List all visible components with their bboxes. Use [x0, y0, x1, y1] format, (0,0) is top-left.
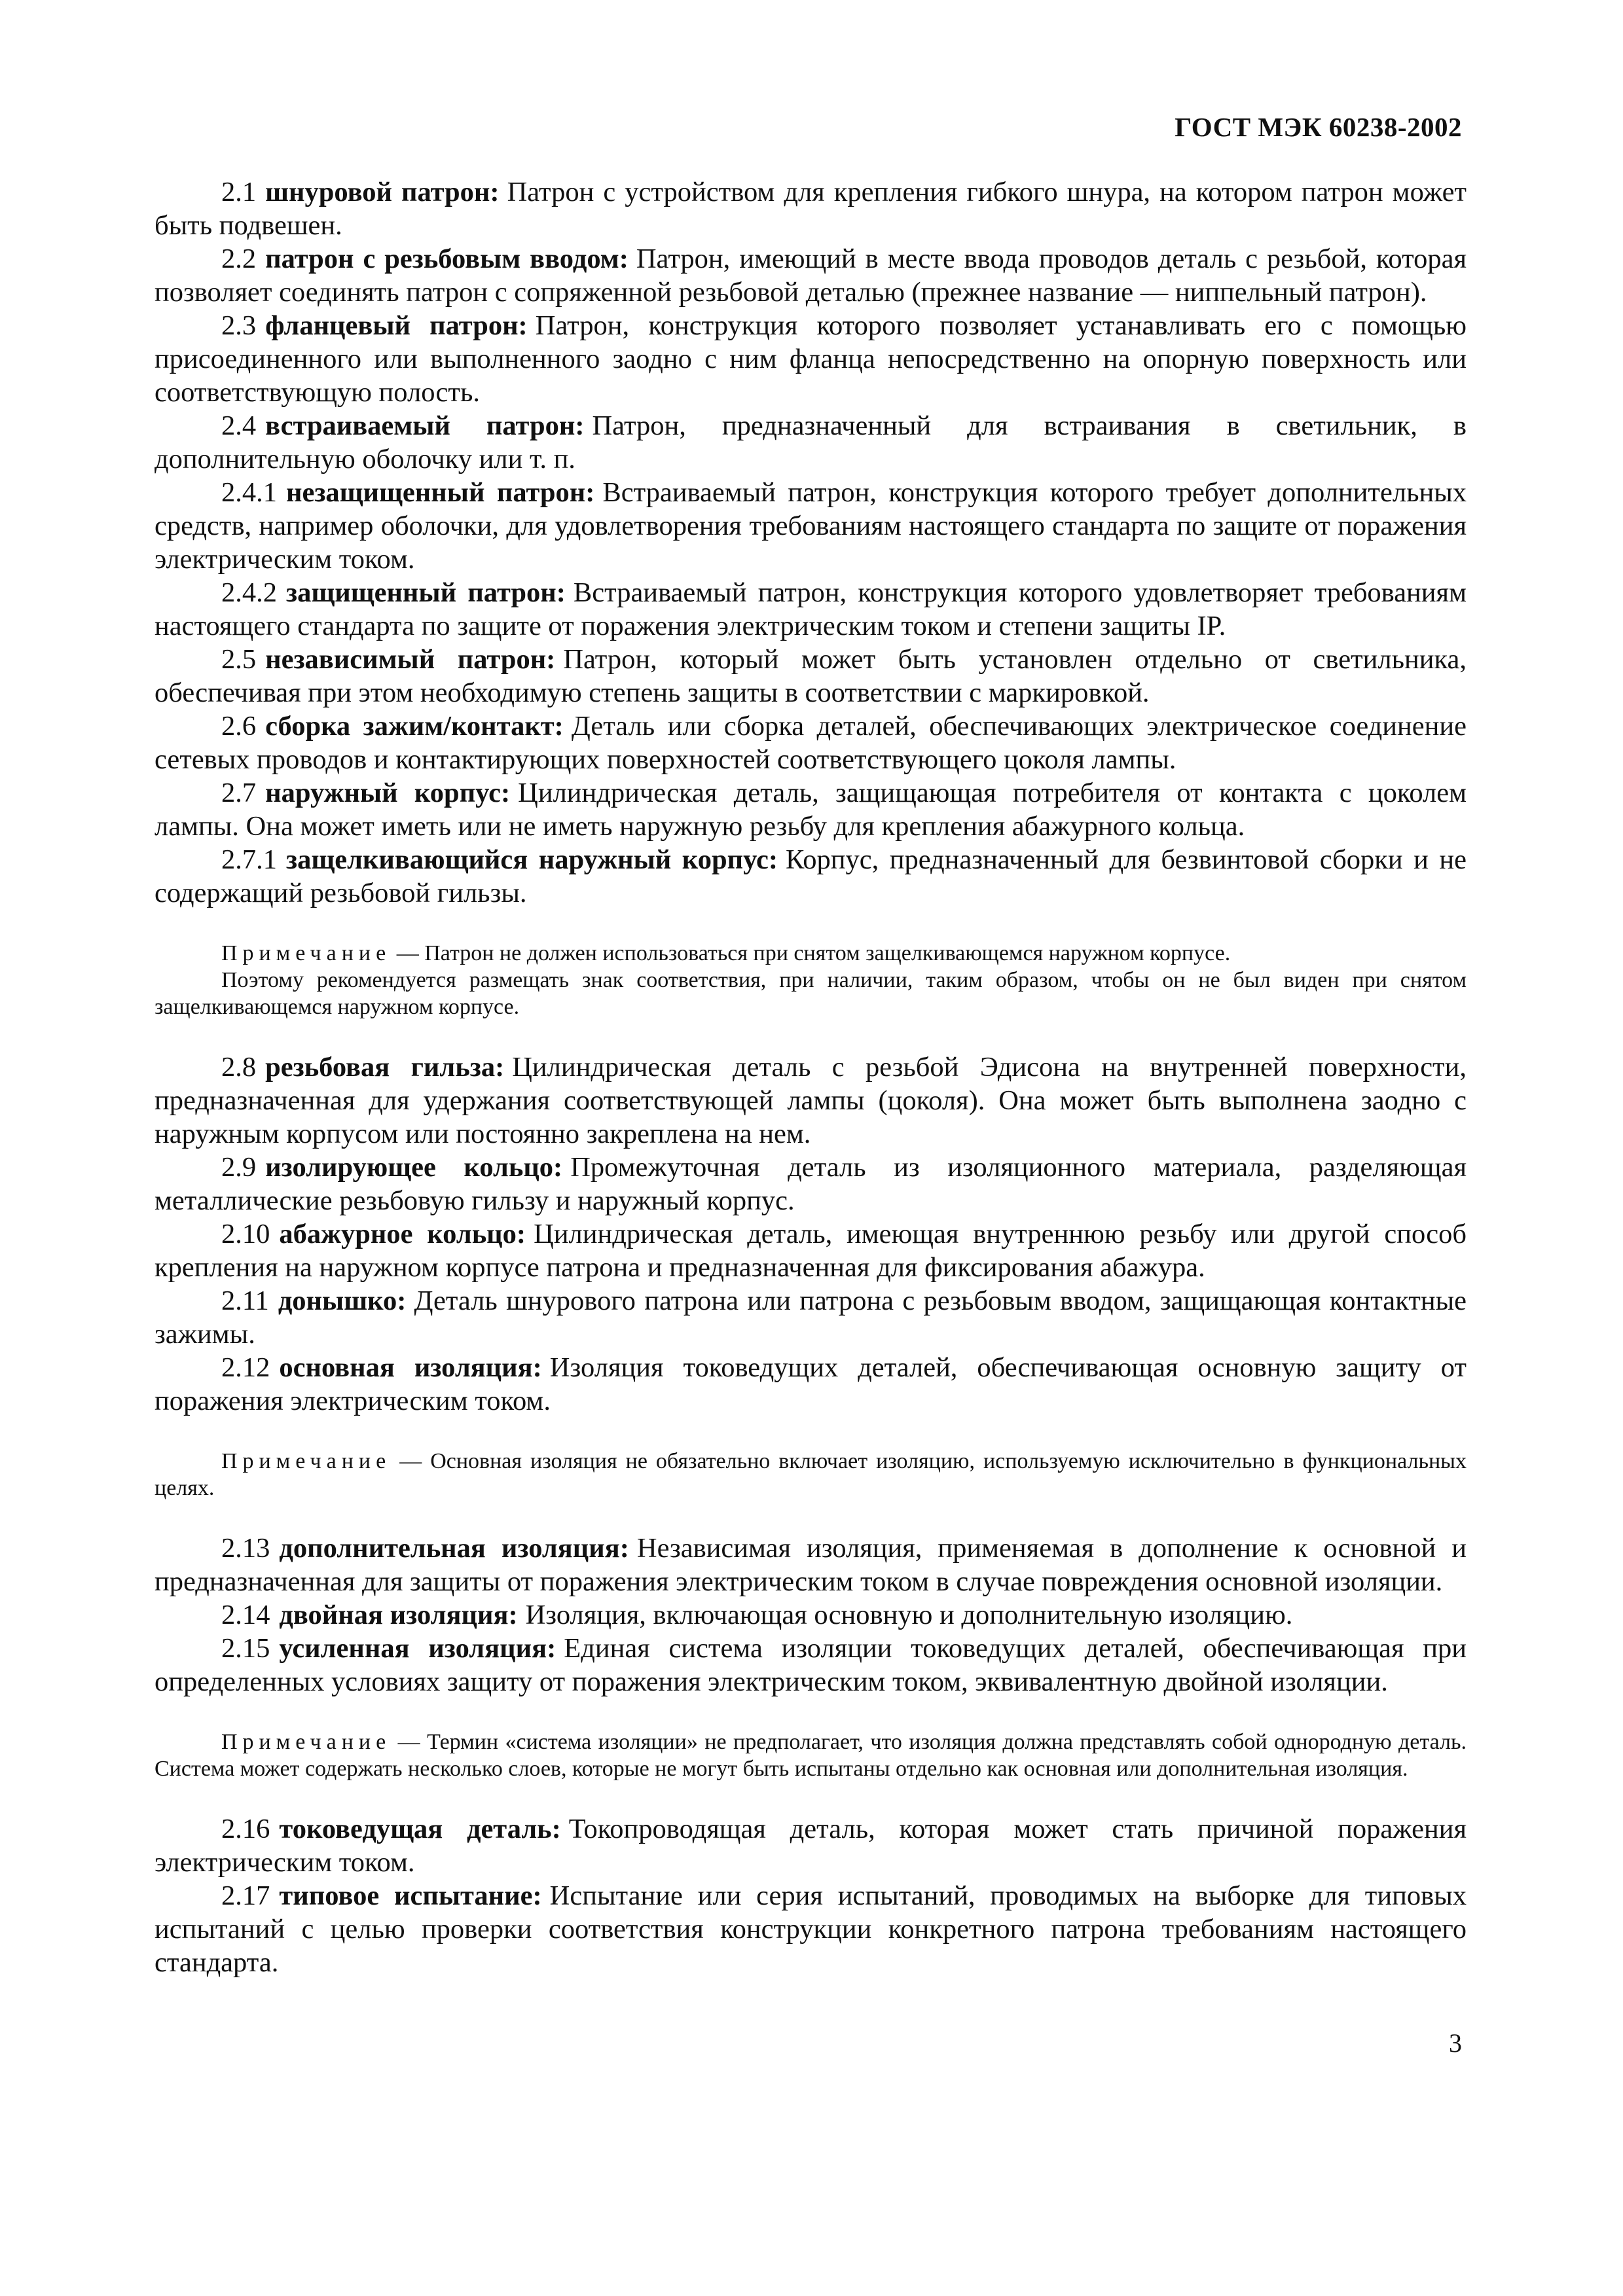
definition-text: Промежуточная деталь из изоляционного материала, разделяющая металлические резьбовую гильзу и наружный корпус.	[155, 1152, 1467, 1216]
definition-paragraph	[155, 709, 1467, 776]
defined-term: донышко:	[278, 1285, 407, 1316]
note-label: Примечание	[221, 1730, 392, 1754]
definition-text: Цилиндрическая деталь, имеющая внутреннюю резьбу или другой способ крепления на наружном корпусе патрона и предназначенная для фиксирования абажура.	[155, 1219, 1467, 1283]
defined-term: абажурное кольцо:	[279, 1219, 526, 1249]
clause-number: 2.5	[221, 644, 257, 675]
defined-term: защищенный патрон:	[286, 577, 566, 608]
definition-paragraph	[155, 1351, 1467, 1418]
clause-number: 2.7	[221, 778, 257, 808]
clause-number: 2.6	[221, 711, 257, 742]
defined-term: шнуровой патрон:	[265, 177, 500, 207]
note-label: Примечание	[221, 941, 392, 965]
note-text: — Термин «система изоляции» не предполагает, что изоляция должна представлять собой однородную деталь. Система может содержать несколько слоев, которые не могут быть испытаны отдельно как основная или дополнительная изоляция.	[155, 1730, 1467, 1781]
clause-number: 2.1	[221, 177, 257, 207]
note-text: — Патрон не должен использоваться при снятом защелкивающемся наружном корпусе.	[391, 941, 1231, 965]
defined-term: сборка зажим/контакт:	[265, 711, 564, 742]
definition-paragraph	[155, 776, 1467, 843]
definition-text: Патрон с устройством для крепления гибкого шнура, на котором патрон может быть подвешен.	[155, 177, 1467, 241]
definition-text: Цилиндрическая деталь, защищающая потребителя от контакта с цоколем лампы. Она может иметь или не иметь наружную резьбу для крепления абажурного кольца.	[155, 778, 1467, 842]
definition-paragraph	[155, 1217, 1467, 1284]
definition-text: Патрон, предназначенный для встраивания в светильник, в дополнительную оболочку или т. п.	[155, 410, 1467, 475]
defined-term: изолирующее кольцо:	[265, 1152, 563, 1183]
defined-term: токоведущая деталь:	[279, 1814, 561, 1844]
clause-number: 2.17	[221, 1880, 270, 1911]
definition-text: Деталь или сборка деталей, обеспечивающих электрическое соединение сетевых проводов и контактирующих поверхностей соответствующего цоколя лампы.	[155, 711, 1467, 775]
definition-paragraph	[155, 1050, 1467, 1151]
defined-term: дополнительная изоляция:	[279, 1533, 629, 1564]
clause-number: 2.9	[221, 1152, 257, 1183]
definition-paragraph	[155, 1879, 1467, 1979]
definition-text: Встраиваемый патрон, конструкция которого удовлетворяет требованиям настоящего стандарта по защите от поражения электрическим током и степени защиты IP.	[155, 577, 1467, 641]
definition-paragraph	[155, 476, 1467, 576]
defined-term: усиленная изоляция:	[279, 1633, 556, 1664]
defined-term: патрон с резьбовым вводом:	[265, 243, 629, 274]
note-text: Поэтому рекомендуется размещать знак соответствия, при наличии, таким образом, чтобы он не был виден при снятом защелкивающемся наружном корпусе.	[155, 968, 1467, 1019]
defined-term: типовое испытание:	[279, 1880, 542, 1911]
note-label: Примечание	[221, 1449, 392, 1473]
defined-term: незащищенный патрон:	[286, 477, 595, 508]
definition-text: Цилиндрическая деталь с резьбой Эдисона на внутренней поверхности, предназначенная для удержания соответствующей лампы (цоколя). Она может быть выполнена заодно с наружным корпусом или постоянно закреплена на нем.	[155, 1052, 1467, 1149]
clause-number: 2.16	[221, 1814, 270, 1844]
definition-text: Корпус, предназначенный для безвинтовой сборки и не содержащий резьбовой гильзы.	[155, 844, 1467, 908]
defined-term: двойная изоляция:	[279, 1600, 518, 1630]
definition-text: Единая система изоляции токоведущих деталей, обеспечивающая при определенных условиях защиту от поражения электрическим током, эквивалентную двойной изоляции.	[155, 1633, 1467, 1697]
definition-text: Патрон, имеющий в месте ввода проводов деталь с резьбой, которая позволяет соединять патрон с сопряженной резьбовой деталью (прежнее название — ниппельный патрон).	[155, 243, 1467, 308]
definition-text: Испытание или серия испытаний, проводимых на выборке для типовых испытаний с целью проверки соответствия конструкции конкретного патрона требованиям настоящего стандарта.	[155, 1880, 1467, 1978]
spacer	[155, 1782, 1467, 1812]
clause-number: 2.4.1	[221, 477, 277, 508]
clause-number: 2.2	[221, 243, 257, 274]
definition-text: Патрон, который может быть установлен отдельно от светильника, обеспечивая при этом необходимую степень защиты в соответствии с маркировкой.	[155, 644, 1467, 708]
definition-paragraph	[155, 1151, 1467, 1217]
definition-text: Изоляция, включающая основную и дополнительную изоляцию.	[525, 1600, 1293, 1630]
page-number: 3	[1449, 2028, 1462, 2058]
defined-term: фланцевый патрон:	[265, 310, 528, 341]
definition-text: Независимая изоляция, применяемая в дополнение к основной и предназначенная для защиты от поражения электрическим током в случае повреждения основной изоляции.	[155, 1533, 1467, 1597]
definition-paragraph	[155, 242, 1467, 309]
clause-number: 2.3	[221, 310, 257, 341]
clause-number: 2.15	[221, 1633, 270, 1664]
definition-paragraph	[155, 1812, 1467, 1879]
spacer	[155, 1501, 1467, 1532]
defined-term: основная изоляция:	[279, 1352, 542, 1383]
clause-number: 2.12	[221, 1352, 270, 1383]
clause-number: 2.11	[221, 1285, 269, 1316]
clause-number: 2.4.2	[221, 577, 277, 608]
defined-term: защелкивающийся наружный корпус:	[286, 844, 778, 875]
definition-text: Деталь шнурового патрона или патрона с резьбовым вводом, защищающая контактные зажимы.	[155, 1285, 1467, 1350]
clause-number: 2.13	[221, 1533, 270, 1564]
clause-number: 2.8	[221, 1052, 257, 1083]
defined-term: независимый патрон:	[265, 644, 556, 675]
defined-term: встраиваемый патрон:	[265, 410, 585, 441]
document-header: ГОСТ МЭК 60238-2002	[1175, 112, 1462, 142]
clause-number: 2.14	[221, 1600, 270, 1630]
spacer	[155, 1418, 1467, 1448]
note-continuation	[155, 967, 1467, 1020]
defined-term: наружный корпус:	[265, 778, 511, 808]
note-text: — Основная изоляция не обязательно включает изоляцию, используемую исключительно в функциональных целях.	[155, 1449, 1467, 1500]
defined-term: резьбовая гильза:	[265, 1052, 505, 1083]
definition-paragraph	[155, 843, 1467, 910]
definition-paragraph	[155, 643, 1467, 709]
definition-paragraph	[155, 1632, 1467, 1698]
definition-paragraph	[155, 409, 1467, 476]
definition-text: Изоляция токоведущих деталей, обеспечивающая основную защиту от поражения электрическим током.	[155, 1352, 1467, 1416]
definition-paragraph	[155, 576, 1467, 643]
spacer	[155, 910, 1467, 940]
document-body	[155, 175, 1467, 1979]
note-paragraph	[155, 1448, 1467, 1501]
definition-paragraph	[155, 1284, 1467, 1351]
clause-number: 2.7.1	[221, 844, 277, 875]
note-paragraph	[155, 1729, 1467, 1782]
definition-paragraph	[155, 1532, 1467, 1598]
definition-text: Встраиваемый патрон, конструкция которого требует дополнительных средств, например оболочки, для удовлетворения требованиям настоящего стандарта по защите от поражения электрическим током.	[155, 477, 1467, 575]
definition-text: Патрон, конструкция которого позволяет устанавливать его с помощью присоединенного или выполненного заодно с ним фланца непосредственно на опорную поверхность или соответствующую полость.	[155, 310, 1467, 408]
definition-paragraph	[155, 309, 1467, 409]
clause-number: 2.10	[221, 1219, 270, 1249]
spacer	[155, 1698, 1467, 1729]
definition-paragraph	[155, 175, 1467, 242]
note-paragraph	[155, 940, 1467, 967]
spacer	[155, 1020, 1467, 1050]
definition-text: Токопроводящая деталь, которая может стать причиной поражения электрическим током.	[155, 1814, 1467, 1878]
clause-number: 2.4	[221, 410, 257, 441]
definition-paragraph	[155, 1598, 1467, 1632]
